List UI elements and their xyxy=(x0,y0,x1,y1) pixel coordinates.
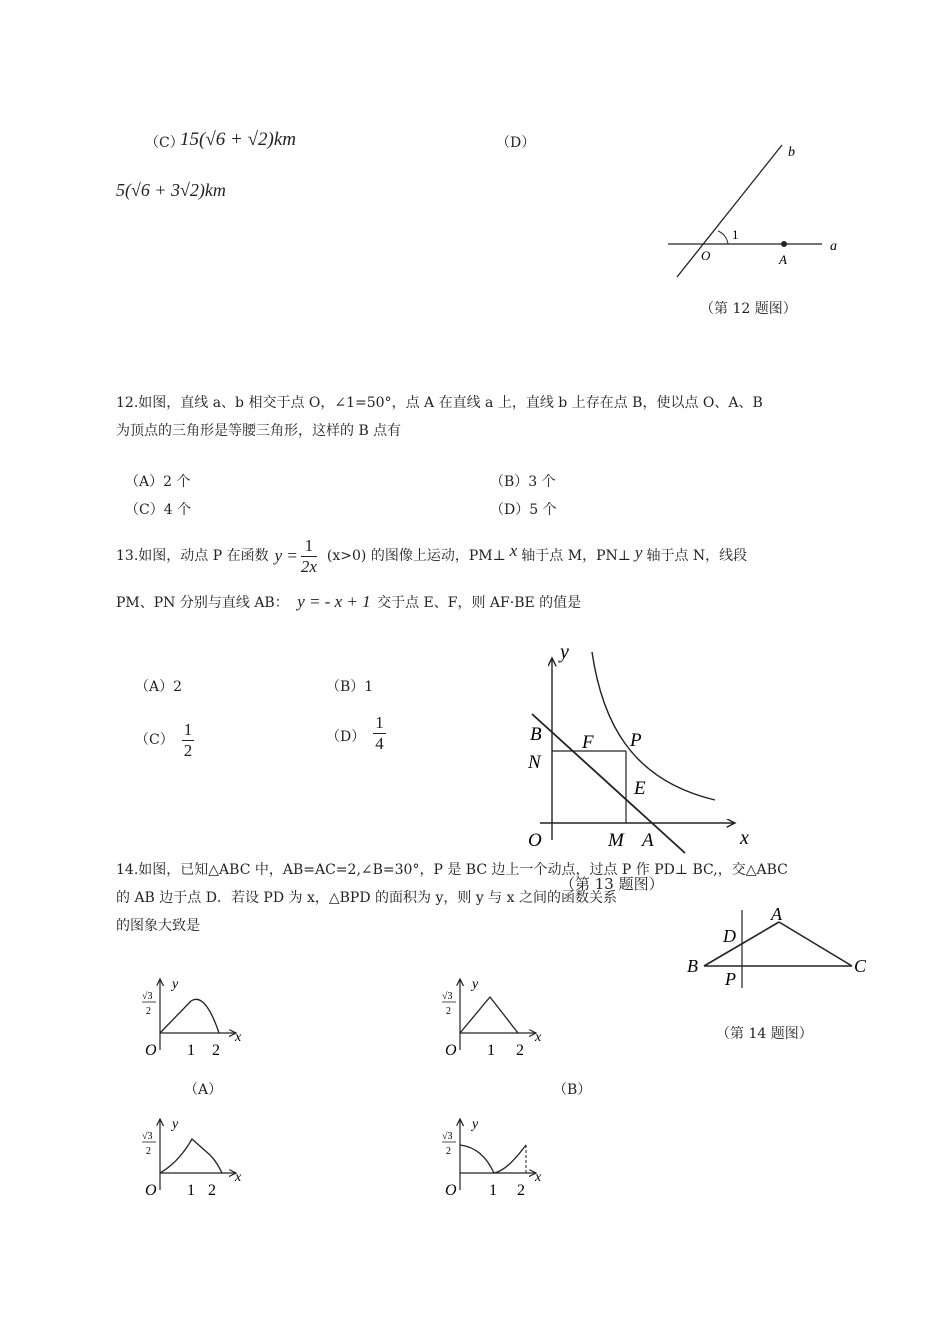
svg-text:√3: √3 xyxy=(442,991,453,1002)
q13-opt-d-num: 1 xyxy=(375,712,384,732)
q13-func-y: y = xyxy=(274,546,298,565)
q13-y-var: y xyxy=(634,543,643,562)
label-P: P xyxy=(725,969,736,989)
figure-14 xyxy=(680,900,880,1000)
graph-option-c xyxy=(138,1115,258,1205)
q12-opt-a: （A）2 个 xyxy=(125,474,191,490)
figure-12 xyxy=(660,140,860,280)
q13-line2-suffix: 交于点 E、F，则 AF·BE 的值是 xyxy=(377,595,582,611)
q11-opt-c-label: （C） xyxy=(145,135,184,151)
svg-text:y: y xyxy=(172,1117,179,1132)
svg-text:O: O xyxy=(445,1042,457,1059)
q11-opt-d-math: 5(√6 + 3√2)km xyxy=(116,180,226,200)
label-N: N xyxy=(528,752,541,773)
svg-text:x: x xyxy=(235,1030,242,1045)
svg-text:2: 2 xyxy=(446,1006,451,1017)
fig14-caption: （第 14 题图） xyxy=(716,1026,813,1042)
q14-line2: 的 AB 边于点 D．若设 PD 为 x，△BPD 的面积为 y，则 y 与 x 之间的函数关系 xyxy=(116,890,617,906)
q13-opt-d-frac xyxy=(373,713,386,754)
label-D: D xyxy=(723,926,736,946)
q13-prefix: 13.如图，动点 P 在函数 xyxy=(116,548,269,564)
q13-mid2: 轴于点 M，PN⊥ xyxy=(521,548,631,564)
label-b: b xyxy=(788,145,795,160)
q12-line2: 为顶点的三角形是等腰三角形，这样的 B 点有 xyxy=(116,423,402,439)
svg-text:x: x xyxy=(535,1030,542,1045)
svg-text:O: O xyxy=(145,1042,157,1059)
svg-text:2: 2 xyxy=(212,1042,220,1059)
q13-line1 xyxy=(116,533,747,579)
svg-text:√3: √3 xyxy=(442,1131,453,1142)
label-E: E xyxy=(634,778,646,799)
svg-text:O: O xyxy=(145,1182,157,1199)
svg-text:2: 2 xyxy=(446,1146,451,1157)
curve-b xyxy=(460,997,518,1033)
label-A: A xyxy=(771,904,782,924)
label-F: F xyxy=(582,732,594,753)
q13-opt-c-label: （C） xyxy=(135,732,174,748)
q13-suffix: 轴于点 N，线段 xyxy=(646,548,748,564)
svg-text:1: 1 xyxy=(487,1042,495,1059)
angle-1-arc xyxy=(718,231,728,244)
svg-text:2: 2 xyxy=(146,1146,151,1157)
q13-opt-b: （B）1 xyxy=(326,679,374,695)
line-b xyxy=(677,145,782,277)
label-P: P xyxy=(630,730,642,751)
figure-13 xyxy=(520,640,760,860)
label-C: C xyxy=(854,956,867,976)
label-B: B xyxy=(530,724,542,745)
label-A: A xyxy=(642,830,654,851)
svg-text:2: 2 xyxy=(517,1182,525,1199)
svg-text:2: 2 xyxy=(208,1182,216,1199)
svg-text:2: 2 xyxy=(516,1042,524,1059)
graph-b-caption: （B） xyxy=(553,1082,592,1098)
label-O: O xyxy=(528,830,542,851)
svg-text:1: 1 xyxy=(489,1182,497,1199)
graph-option-d xyxy=(438,1115,558,1205)
q14-line3: 的图象大致是 xyxy=(116,918,200,934)
q13-line2-prefix: PM、PN 分别与直线 AB： xyxy=(116,595,289,611)
q13-line2-math: y = - x + 1 xyxy=(297,592,371,611)
label-O: O xyxy=(701,248,711,263)
side-AC xyxy=(779,922,852,966)
svg-text:√3: √3 xyxy=(142,1131,153,1142)
curve-a xyxy=(160,999,219,1033)
svg-text:y: y xyxy=(472,1117,479,1132)
q12-line1: 12.如图，直线 a、b 相交于点 O，∠1=50°，点 A 在直线 a 上，直线 b 上存在点 B，使以点 O、A、B xyxy=(116,395,763,411)
q12-opt-d: （D）5 个 xyxy=(490,502,557,518)
label-x: x xyxy=(740,827,749,849)
svg-text:x: x xyxy=(235,1170,242,1185)
q14-line1: 14.如图，已知△ABC 中，AB=AC=2,∠B=30°，P 是 BC 边上一个动点，过点 P 作 PD⊥ BC,，交△ABC xyxy=(116,862,788,878)
label-1: 1 xyxy=(732,227,739,242)
svg-text:2: 2 xyxy=(146,1006,151,1017)
svg-text:y: y xyxy=(472,977,479,992)
q13-opt-a: （A）2 xyxy=(135,679,183,695)
q13-opt-d-label: （D） xyxy=(326,729,366,745)
q13-x-var: x xyxy=(509,541,518,560)
label-y: y xyxy=(560,641,569,663)
q13-opt-c-num: 1 xyxy=(183,719,193,739)
q13-func-num: 1 xyxy=(301,536,317,557)
svg-text:x: x xyxy=(535,1170,542,1185)
svg-text:1: 1 xyxy=(187,1182,195,1199)
svg-text:y: y xyxy=(172,977,179,992)
q12-opt-b: （B）3 个 xyxy=(490,474,556,490)
svg-text:O: O xyxy=(445,1182,457,1199)
svg-text:√3: √3 xyxy=(142,991,153,1002)
q13-opt-d xyxy=(326,709,386,757)
svg-text:1: 1 xyxy=(187,1042,195,1059)
fig12-caption: （第 12 题图） xyxy=(700,301,797,317)
label-a: a xyxy=(830,239,837,254)
q11-opt-d-label: （D） xyxy=(496,135,536,151)
q11-opt-c-math: 15(√6 + √2)km xyxy=(180,129,296,150)
curve-d xyxy=(460,1145,526,1173)
q13-opt-c-den: 2 xyxy=(183,740,193,760)
q13-opt-c-frac xyxy=(182,720,195,761)
q13-opt-c xyxy=(135,716,194,764)
label-B: B xyxy=(687,956,698,976)
q13-opt-d-den: 4 xyxy=(375,733,384,753)
label-A: A xyxy=(779,252,787,267)
q13-func-frac xyxy=(301,536,317,577)
q13-func-den: 2x xyxy=(300,556,317,576)
graph-a-caption: （A） xyxy=(184,1082,223,1098)
q12-opt-c: （C）4 个 xyxy=(125,502,192,518)
curve-c xyxy=(160,1139,222,1173)
hyperbola xyxy=(592,652,715,800)
point-A xyxy=(781,241,787,247)
graph-option-b xyxy=(438,975,558,1065)
q13-mid: (x>0) 的图像上运动，PM⊥ xyxy=(326,548,506,564)
fig13-caption: （第 13 题图） xyxy=(560,875,664,893)
q13-line2 xyxy=(116,592,581,613)
graph-option-a xyxy=(138,975,258,1065)
label-M: M xyxy=(608,830,624,851)
